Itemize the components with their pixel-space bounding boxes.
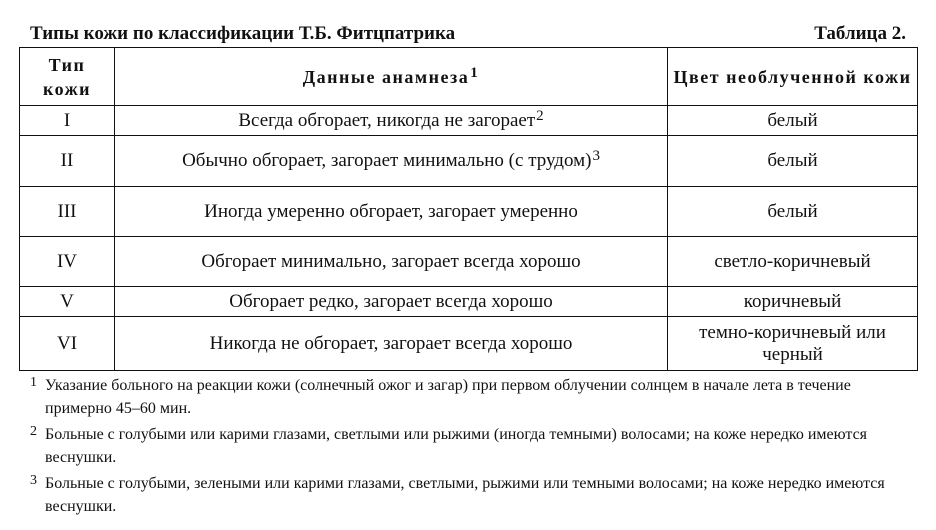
document-title: Типы кожи по классификации Т.Б. Фитцпатрика <box>30 23 456 44</box>
cell-skin-type: I <box>20 106 115 136</box>
footnote-ref: 1 <box>470 64 480 81</box>
table-row <box>20 317 918 371</box>
cell-skin-type: II <box>20 136 115 187</box>
table-row <box>20 136 918 187</box>
header-anamnesis <box>115 48 668 106</box>
footnote-text: Больные с голубыми или карими глазами, светлыми или рыжими (иногда темными) волосами; на коже нередко имеются веснушки. <box>45 426 868 466</box>
footnote-text: Больные с голубыми, зелеными или карими глазами, светлыми, рыжими или темными волосами; на коже нередко имеются веснушки. <box>45 475 885 515</box>
cell-skin-color: коричневый <box>668 287 918 317</box>
cell-skin-type: V <box>20 287 115 317</box>
footnote-number: 2 <box>30 424 37 439</box>
header-skin-type: Тип кожи <box>20 48 115 106</box>
footnote-ref: 2 <box>536 107 544 124</box>
footnote-text: Указание больного на реакции кожи (солнечный ожог и загар) при первом облучении солнцем в начале лета в течение примерно 45–60 мин. <box>45 377 851 417</box>
cell-skin-type: VI <box>20 317 115 371</box>
cell-skin-type: IV <box>20 237 115 287</box>
header-skin-color: Цвет необлученной кожи <box>668 48 918 106</box>
cell-skin-color: белый <box>668 187 918 237</box>
cell-skin-color: светло-коричневый <box>668 237 918 287</box>
footnote-2 <box>30 423 920 469</box>
footnote-ref: 3 <box>592 148 600 164</box>
skin-types-table <box>19 47 918 371</box>
cell-skin-color: темно-коричневый или черный <box>668 317 918 371</box>
cell-anamnesis: Иногда умеренно обгорает, загорает умеренно <box>115 187 668 237</box>
cell-skin-color: белый <box>668 136 918 187</box>
table-label: Таблица 2. <box>814 23 906 44</box>
cell-anamnesis: Никогда не обгорает, загорает всегда хорошо <box>115 317 668 371</box>
table-row <box>20 237 918 287</box>
document-header <box>30 22 906 46</box>
footnote-number: 3 <box>30 473 37 488</box>
anamnesis-text: Обычно обгорает, загорает минимально (с трудом) <box>182 150 592 171</box>
table-row <box>20 106 918 136</box>
table-row <box>20 287 918 317</box>
header-anamnesis-label: Данные анамнеза <box>302 66 470 87</box>
cell-skin-type: III <box>20 187 115 237</box>
cell-anamnesis <box>115 136 668 187</box>
cell-skin-color: белый <box>668 106 918 136</box>
table-row <box>20 187 918 237</box>
cell-anamnesis <box>115 106 668 136</box>
footnotes <box>30 374 920 521</box>
cell-anamnesis: Обгорает редко, загорает всегда хорошо <box>115 287 668 317</box>
footnote-1 <box>30 374 920 420</box>
cell-anamnesis: Обгорает минимально, загорает всегда хорошо <box>115 237 668 287</box>
footnote-3 <box>30 472 920 518</box>
anamnesis-text: Всегда обгорает, никогда не загорает <box>238 109 536 131</box>
footnote-number: 1 <box>30 375 37 390</box>
table-header-row <box>20 48 918 106</box>
